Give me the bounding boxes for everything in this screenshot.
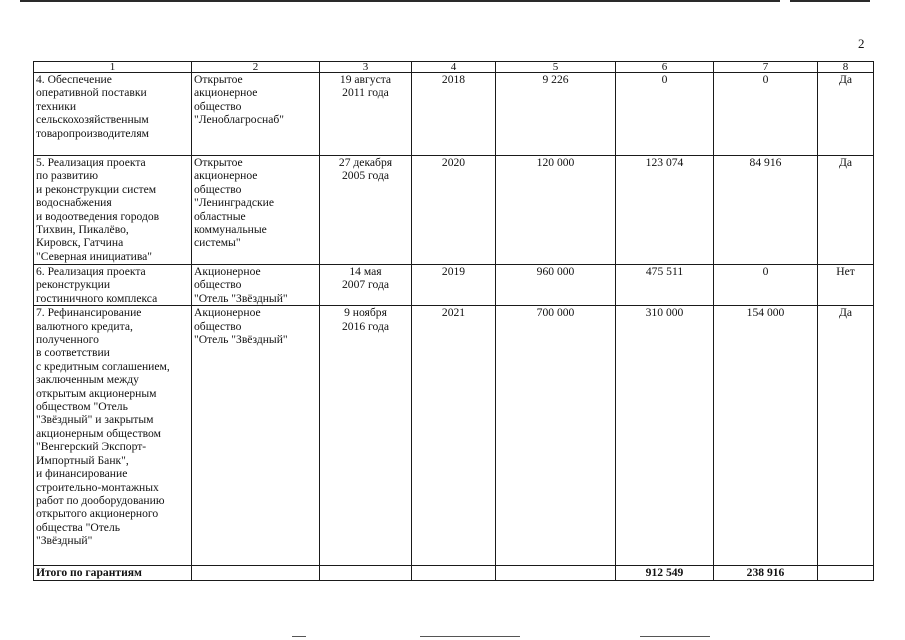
empty-cell bbox=[412, 566, 496, 580]
total-value: 912 549 bbox=[616, 566, 714, 580]
principal-cell: Открытое акционерное общество "Леноблагроснаб" bbox=[192, 73, 320, 156]
total-value: 238 916 bbox=[714, 566, 818, 580]
date-cell: 27 декабря 2005 года bbox=[320, 156, 412, 265]
value-cell: 0 bbox=[714, 73, 818, 156]
page-number: 2 bbox=[858, 36, 865, 51]
column-header: 2 bbox=[192, 62, 320, 73]
principal-cell: Акционерное общество "Отель "Звёздный" bbox=[192, 306, 320, 566]
empty-cell bbox=[192, 566, 320, 580]
value-cell: 0 bbox=[616, 73, 714, 156]
principal-cell: Акционерное общество "Отель "Звёздный" bbox=[192, 265, 320, 306]
purpose-cell: 4. Обеспечение оперативной поставки техники сельскохозяйственным товаропроизводителям bbox=[34, 73, 192, 156]
amount-cell: 9 226 bbox=[496, 73, 616, 156]
date-cell: 19 августа 2011 года bbox=[320, 73, 412, 156]
column-header: 6 bbox=[616, 62, 714, 73]
date-cell: 9 ноября 2016 года bbox=[320, 306, 412, 566]
empty-cell bbox=[496, 566, 616, 580]
scan-edge-line bbox=[790, 0, 870, 2]
value-cell: 154 000 bbox=[714, 306, 818, 566]
empty-cell bbox=[818, 566, 874, 580]
flag-cell: Да bbox=[818, 306, 874, 566]
value-cell: 310 000 bbox=[616, 306, 714, 566]
scan-edge-line bbox=[420, 636, 520, 637]
total-row bbox=[34, 566, 874, 580]
column-header: 3 bbox=[320, 62, 412, 73]
scan-edge-line bbox=[292, 636, 306, 637]
value-cell: 123 074 bbox=[616, 156, 714, 265]
flag-cell: Да bbox=[818, 73, 874, 156]
empty-cell bbox=[320, 566, 412, 580]
year-cell: 2020 bbox=[412, 156, 496, 265]
table-row bbox=[34, 306, 874, 566]
year-cell: 2021 bbox=[412, 306, 496, 566]
scan-edge-line bbox=[640, 636, 710, 637]
date-cell: 14 мая 2007 года bbox=[320, 265, 412, 306]
value-cell: 84 916 bbox=[714, 156, 818, 265]
column-header: 4 bbox=[412, 62, 496, 73]
amount-cell: 960 000 bbox=[496, 265, 616, 306]
amount-cell: 700 000 bbox=[496, 306, 616, 566]
table-row bbox=[34, 156, 874, 265]
flag-cell: Да bbox=[818, 156, 874, 265]
purpose-cell: 5. Реализация проекта по развитию и реконструкции систем водоснабжения и водоотведения городов Тихвин, Пикалёво, Кировск, Гатчина "Северная инициатива" bbox=[34, 156, 192, 265]
value-cell: 0 bbox=[714, 265, 818, 306]
principal-cell: Открытое акционерное общество "Ленинградские областные коммунальные системы" bbox=[192, 156, 320, 265]
total-label: Итого по гарантиям bbox=[34, 566, 192, 580]
value-cell: 475 511 bbox=[616, 265, 714, 306]
year-cell: 2018 bbox=[412, 73, 496, 156]
flag-cell: Нет bbox=[818, 265, 874, 306]
column-header: 8 bbox=[818, 62, 874, 73]
purpose-cell: 7. Рефинансирование валютного кредита, полученного в соответствии с кредитным соглашением, заключенным между открытым акционерным обществом "Отель "Звёздный" и закрытым акционерным обществом "Венгерский Экспорт- Импортный Банк", и финансирование строительно-монтажных работ по дооборудованию открытого акционерного общества "Отель "Звёздный" bbox=[34, 306, 192, 566]
column-header: 7 bbox=[714, 62, 818, 73]
column-header: 1 bbox=[34, 62, 192, 73]
column-header: 5 bbox=[496, 62, 616, 73]
amount-cell: 120 000 bbox=[496, 156, 616, 265]
table-row bbox=[34, 265, 874, 306]
header-row bbox=[34, 62, 874, 73]
scan-edge-line bbox=[20, 0, 780, 2]
year-cell: 2019 bbox=[412, 265, 496, 306]
table-row bbox=[34, 73, 874, 156]
purpose-cell: 6. Реализация проекта реконструкции гостиничного комплекса bbox=[34, 265, 192, 306]
guarantees-table bbox=[33, 61, 874, 581]
